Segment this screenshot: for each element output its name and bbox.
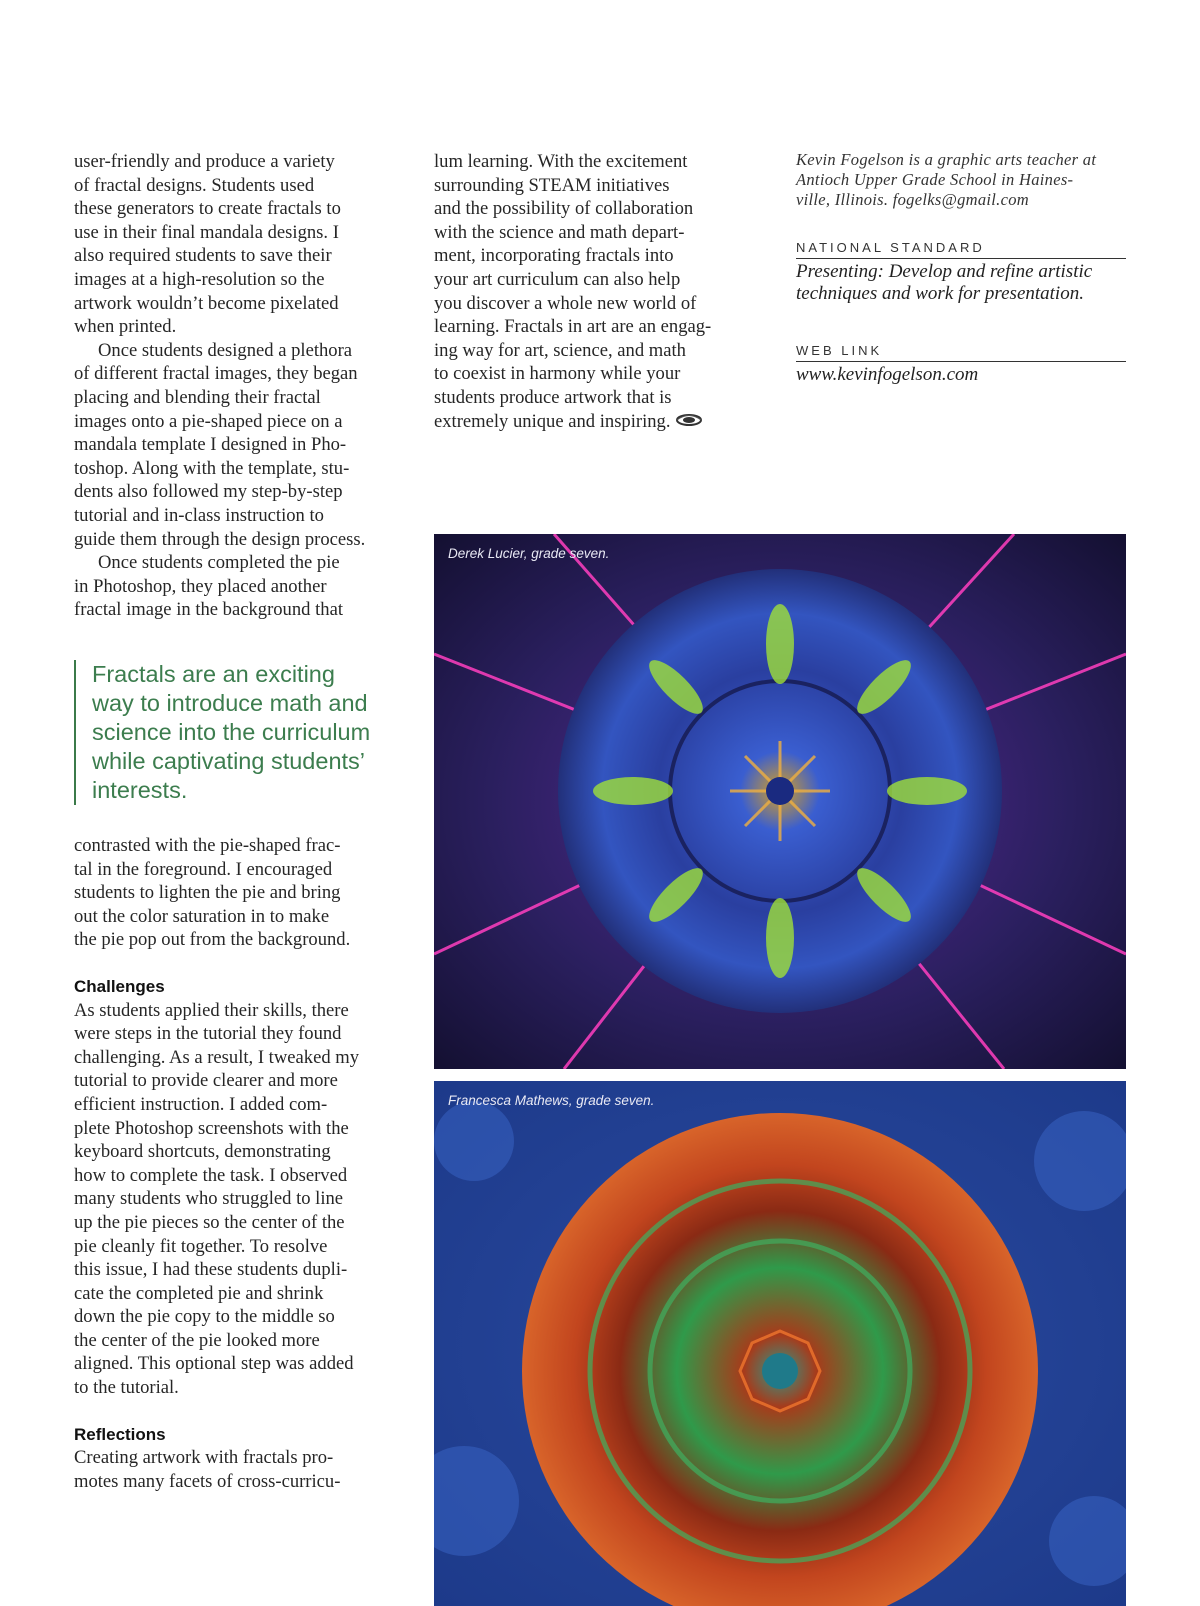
body-paragraph: As students applied their skills, there were steps in the tutorial they found challenging. As a result, I tweaked my tutorial to provide clearer and more efficient instruction. I added com- plete Photoshop screenshots with the keyboard shortcuts, demonstrating how to complete the task. I observed many students who struggled to line up the pie pieces so the center of the pie cleanly fit together. To resolve this issue, I had these students dupli- cate the completed pie and shrink down the pie copy to the middle so the center of the pie looked more aligned. This optional step was added to the tutorial. (74, 999, 360, 1399)
body-paragraph: Once students completed the pie in Photoshop, they placed another fractal image in the background that (74, 552, 343, 621)
figure-francesca-mathews (434, 1081, 1126, 1606)
mandala-artwork-2 (434, 1081, 1126, 1606)
section-heading-challenges: Challenges (74, 976, 165, 996)
figure-caption: Derek Lucier, grade seven. (448, 546, 610, 561)
article-column-2 (434, 150, 764, 434)
author-bio: Kevin Fogelson is a graphic arts teacher at Antioch Upper Grade School in Haines- ville, Illinois. fogelks@gmail.com (796, 150, 1097, 209)
national-standard-box (796, 240, 1126, 305)
national-standard-text: Presenting: Develop and refine artistic techniques and work for presentation. (796, 261, 1093, 304)
figure-caption: Francesca Mathews, grade seven. (448, 1093, 655, 1108)
body-paragraph: Creating artwork with fractals pro- motes many facets of cross-curricu- (74, 1447, 341, 1492)
body-paragraph (434, 150, 764, 434)
end-of-article-icon (675, 410, 703, 434)
article-column-1-continued (74, 834, 410, 1493)
closing-paragraph-text: lum learning. With the excitement surrounding STEAM initiatives and the possibility of collaboration with the science and math depart- ment, incorporating fractals into your art curriculum can also help you discover a whole new world of learning. Fractals in art are an engag- ing way for art, science, and math to coexist in harmony while your students produce artwork that is extremely unique and inspiring. (434, 151, 712, 432)
web-link-box (796, 343, 1126, 386)
article-column-1 (74, 150, 410, 622)
figure-derek-lucier (434, 534, 1126, 1069)
mandala-artwork-1 (434, 534, 1126, 1069)
web-link-label: WEB LINK (796, 343, 1126, 362)
body-paragraph: user-friendly and produce a variety of fractal designs. Students used these generators to create fractals to use in their final mandala designs. I also required students to save their images at a high-resolution so the artwork wouldn’t become pixelated when printed. (74, 151, 341, 338)
national-standard-label: NATIONAL STANDARD (796, 240, 1126, 259)
pull-quote: Fractals are an exciting way to introduce math and science into the curriculum while captivating students’ interests. (74, 660, 432, 805)
body-paragraph: contrasted with the pie-shaped frac- tal in the foreground. I encouraged students to lighten the pie and bring out the color saturation in to make the pie pop out from the background. (74, 835, 351, 951)
body-paragraph: Once students designed a plethora of different fractal images, they began placing and blending their fractal images onto a pie-shaped piece on a mandala template I designed in Pho- toshop. Along with the template, stu- dents also followed my step-by-step tutorial and in-class instruction to guide them through the design process. (74, 339, 366, 550)
web-link-url[interactable]: www.kevinfogelson.com (796, 364, 979, 385)
section-heading-reflections: Reflections (74, 1424, 166, 1444)
